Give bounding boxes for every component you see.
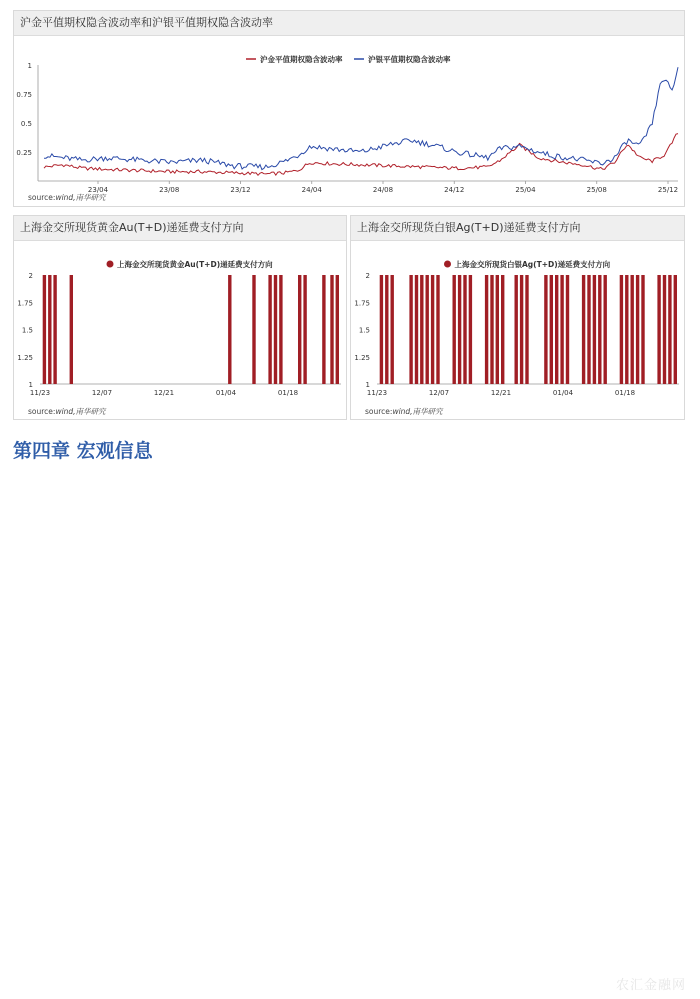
silver-bar <box>469 275 472 384</box>
gold-bar <box>330 275 333 384</box>
silver-bar <box>496 275 499 384</box>
gold-bar <box>336 275 339 384</box>
iv-source-label: source: <box>28 193 56 202</box>
silver-bar <box>582 275 585 384</box>
silver-bar <box>463 275 466 384</box>
gold-x-tick-label: 12/21 <box>153 389 175 397</box>
silver-bar <box>501 275 504 384</box>
gold-bar <box>228 275 231 384</box>
iv-legend-label: 沪金平值期权隐含波动率 <box>260 55 343 64</box>
silver-bar <box>544 275 547 384</box>
iv-legend-label: 沪银平值期权隐含波动率 <box>368 55 451 64</box>
iv-x-tick-label: 23/08 <box>159 186 180 194</box>
gold-bar <box>48 275 51 384</box>
iv-y-tick-label: 0.25 <box>16 149 32 157</box>
silver-bar <box>620 275 623 384</box>
iv-x-tick-label: 25/04 <box>515 186 536 194</box>
gold-bar <box>303 275 306 384</box>
gold-bar <box>322 275 325 384</box>
iv-y-tick-label: 0.5 <box>20 120 32 128</box>
gold-bar <box>274 275 277 384</box>
gold-bar <box>70 275 73 384</box>
iv-chart-panel <box>13 10 685 207</box>
silver-x-tick-label: 01/04 <box>552 389 574 397</box>
silver-x-tick-label: 11/23 <box>366 389 388 397</box>
silver-bar <box>380 275 383 384</box>
gold-chart <box>14 252 346 402</box>
silver-bar <box>485 275 488 384</box>
silver-bar <box>674 275 677 384</box>
gold-bar <box>53 275 56 384</box>
silver-bar <box>593 275 596 384</box>
gold-y-tick-label: 1.25 <box>17 353 33 362</box>
gold-legend-label: 上海金交所现货黄金Au(T+D)递延费支付方向 <box>117 260 273 269</box>
silver-chart-title: 上海金交所现货白银Ag(T+D)递延费支付方向 <box>351 216 684 241</box>
gold-bar <box>279 275 282 384</box>
iv-source <box>28 192 106 203</box>
silver-bar <box>560 275 563 384</box>
silver-x-tick-label: 12/07 <box>428 389 450 397</box>
silver-bar <box>453 275 456 384</box>
gold-source-label: source: <box>28 407 56 416</box>
gold-x-tick-label: 12/07 <box>91 389 113 397</box>
silver-bar <box>604 275 607 384</box>
gold-y-tick-label: 1 <box>28 381 33 389</box>
iv-chart <box>14 47 684 197</box>
silver-bar <box>391 275 394 384</box>
silver-bar <box>598 275 601 384</box>
gold-chart-panel <box>13 215 347 420</box>
iv-x-tick-label: 24/04 <box>301 186 322 194</box>
silver-bar <box>426 275 429 384</box>
iv-y-tick-label: 0.75 <box>16 91 32 99</box>
silver-bar <box>415 275 418 384</box>
gold-x-tick-label: 01/04 <box>215 389 237 397</box>
silver-bar <box>566 275 569 384</box>
silver-bar <box>550 275 553 384</box>
silver-legend-label: 上海金交所现货白银Ag(T+D)递延费支付方向 <box>454 260 611 269</box>
gold-source <box>28 406 106 417</box>
silver-bar <box>520 275 523 384</box>
gold-chart-title: 上海金交所现货黄金Au(T+D)递延费支付方向 <box>14 216 346 241</box>
silver-y-tick-label: 1.75 <box>354 299 370 308</box>
gold-y-tick-label: 1.5 <box>21 326 33 335</box>
silver-bar <box>555 275 558 384</box>
iv-x-tick-label: 23/04 <box>87 186 109 194</box>
silver-bar <box>515 275 518 384</box>
iv-x-tick-label: 25/08 <box>586 186 607 194</box>
silver-y-tick-label: 1 <box>365 381 370 389</box>
silver-bar <box>409 275 412 384</box>
silver-y-tick-label: 1.25 <box>354 353 370 362</box>
silver-bar <box>625 275 628 384</box>
silver-bar <box>631 275 634 384</box>
silver-source-value: wind,南华研究 <box>392 407 443 416</box>
iv-series-line <box>44 67 678 169</box>
silver-x-tick-label: 01/18 <box>614 389 636 397</box>
iv-source-value: wind,南华研究 <box>55 193 106 202</box>
silver-bar <box>668 275 671 384</box>
silver-chart <box>351 252 684 402</box>
silver-bar <box>490 275 493 384</box>
silver-x-tick-label: 12/21 <box>490 389 512 397</box>
silver-bar <box>636 275 639 384</box>
gold-bar <box>43 275 46 384</box>
iv-x-tick-label: 24/12 <box>444 186 465 194</box>
gold-bar <box>268 275 271 384</box>
gold-legend-marker <box>107 261 114 268</box>
silver-bar <box>431 275 434 384</box>
silver-source <box>365 406 443 417</box>
silver-bar <box>657 275 660 384</box>
gold-x-tick-label: 11/23 <box>29 389 51 397</box>
silver-bar <box>587 275 590 384</box>
silver-bar <box>436 275 439 384</box>
watermark: 农汇金融网 <box>615 978 686 993</box>
gold-bar <box>252 275 255 384</box>
gold-x-tick-label: 01/18 <box>277 389 299 397</box>
silver-source-label: source: <box>365 407 393 416</box>
silver-bar <box>385 275 388 384</box>
iv-series-line <box>44 134 678 176</box>
silver-bar <box>663 275 666 384</box>
gold-y-tick-label: 2 <box>28 272 33 280</box>
iv-chart-title: 沪金平值期权隐含波动率和沪银平值期权隐含波动率 <box>14 11 684 36</box>
silver-legend-marker <box>444 261 451 268</box>
silver-chart-panel <box>350 215 685 420</box>
silver-bar <box>525 275 528 384</box>
gold-bar <box>298 275 301 384</box>
silver-bar <box>641 275 644 384</box>
silver-bar <box>458 275 461 384</box>
silver-y-tick-label: 2 <box>365 272 370 280</box>
iv-x-tick-label: 23/12 <box>230 186 251 194</box>
iv-y-tick-label: 1 <box>27 62 32 70</box>
silver-y-tick-label: 1.5 <box>358 326 370 335</box>
gold-y-tick-label: 1.75 <box>17 299 33 308</box>
chapter-title: 第四章 宏观信息 <box>13 440 153 462</box>
gold-source-value: wind,南华研究 <box>55 407 106 416</box>
silver-bar <box>420 275 423 384</box>
iv-x-tick-label: 25/12 <box>657 186 679 194</box>
iv-x-tick-label: 24/08 <box>372 186 394 194</box>
